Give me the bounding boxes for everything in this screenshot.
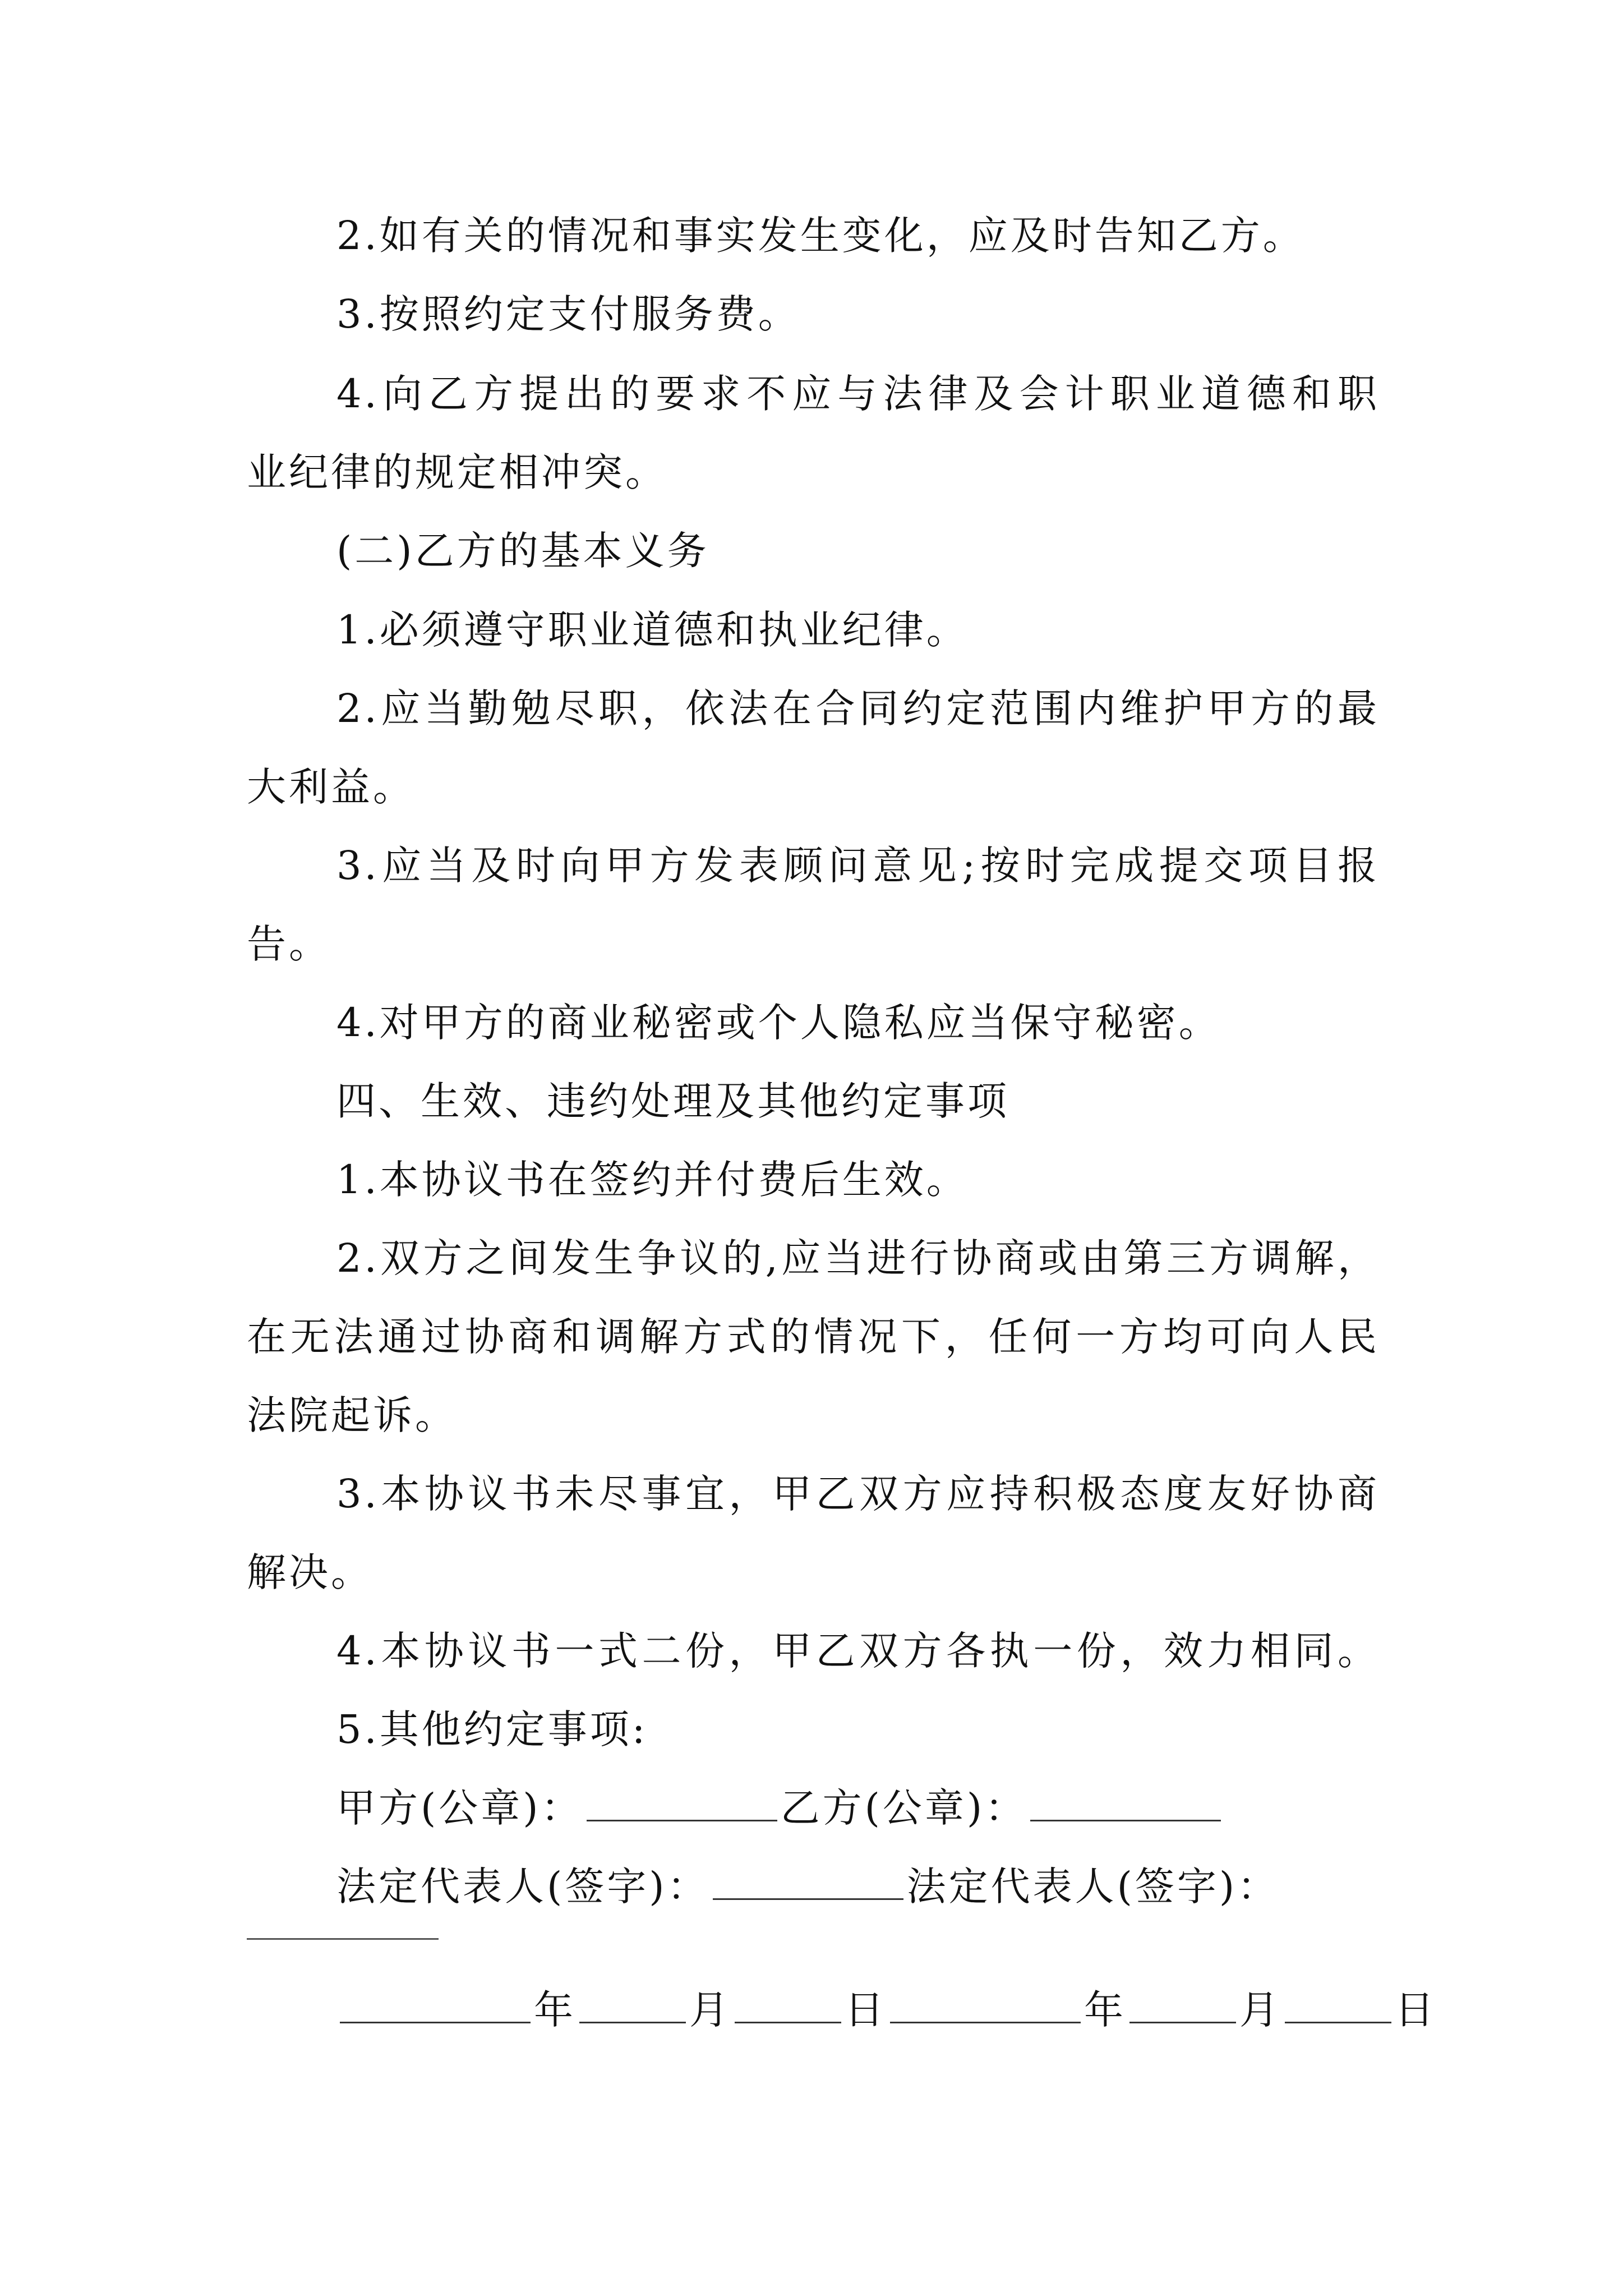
party-b-obligation-2-line-2: 大利益。 — [247, 764, 415, 810]
rep-a-signature-blank[interactable] — [713, 1865, 903, 1900]
party-a-obligation-2: 2.如有关的情况和事实发生变化，应及时告知乙方。 — [336, 213, 1305, 259]
party-a-obligation-4-line-1: 4.向乙方提出的要求不应与法律及会计职业道德和职 — [336, 371, 1380, 417]
date-a-month-label: 月 — [689, 1987, 731, 2033]
party-b-obligation-3-line-2: 告。 — [247, 921, 331, 967]
section-4-item-2-line-3: 法院起诉。 — [247, 1392, 457, 1438]
date-row — [336, 1982, 1437, 2038]
section-4-item-3-line-1: 3.本协议书未尽事宜，甲乙双方应持积极态度友好协商 — [336, 1471, 1380, 1517]
date-b-year-label: 年 — [1084, 1987, 1126, 2033]
party-b-obligation-1: 1.必须遵守职业道德和执业纪律。 — [336, 607, 969, 653]
date-a-year-blank[interactable] — [340, 1988, 531, 2023]
section-4-item-2-line-2: 在无法通过协商和调解方式的情况下，任何一方均可向人民 — [247, 1314, 1380, 1360]
section-4-item-1: 1.本协议书在签约并付费后生效。 — [336, 1157, 969, 1203]
party-b-obligation-3-line-1: 3.应当及时向甲方发表顾问意见;按时完成提交项目报 — [336, 843, 1380, 889]
date-b-month-blank[interactable] — [1129, 1988, 1236, 2023]
rep-b-label: 法定代表人(签字)： — [906, 1864, 1280, 1910]
party-b-seal-blank[interactable] — [1030, 1786, 1221, 1821]
representative-signature-row — [336, 1858, 1380, 1915]
section-4-item-3-line-2: 解决。 — [247, 1549, 373, 1595]
party-a-obligation-3: 3.按照约定支付服务费。 — [336, 291, 800, 337]
section-4-heading: 四、生效、违约处理及其他约定事项 — [336, 1078, 1009, 1124]
party-a-seal-label: 甲方(公章)： — [336, 1785, 583, 1831]
party-a-obligation-4-line-2: 业纪律的规定相冲突。 — [247, 449, 667, 495]
date-a-year-label: 年 — [534, 1987, 576, 2033]
seal-signature-row — [336, 1780, 1380, 1836]
section-4-item-4: 4.本协议书一式二份，甲乙双方各执一份，效力相同。 — [336, 1628, 1380, 1674]
section-4-item-2-line-1: 2.双方之间发生争议的,应当进行协商或由第三方调解， — [336, 1235, 1380, 1281]
party-b-seal-label: 乙方(公章)： — [780, 1785, 1027, 1831]
date-b-day-label: 日 — [1395, 1987, 1437, 2033]
party-b-obligations-heading: (二)乙方的基本义务 — [336, 528, 709, 574]
section-4-item-5: 5.其他约定事项: — [336, 1706, 648, 1752]
date-a-day-blank[interactable] — [735, 1988, 841, 2023]
date-a-day-label: 日 — [845, 1987, 887, 2033]
rep-b-signature-blank[interactable] — [247, 1938, 439, 1940]
date-a-month-blank[interactable] — [579, 1988, 686, 2023]
party-b-obligation-2-line-1: 2.应当勤勉尽职，依法在合同约定范围内维护甲方的最 — [336, 685, 1380, 731]
date-b-day-blank[interactable] — [1285, 1988, 1391, 2023]
date-b-year-blank[interactable] — [890, 1988, 1081, 2023]
date-b-month-label: 月 — [1239, 1987, 1281, 2033]
rep-a-label: 法定代表人(签字)： — [336, 1864, 709, 1910]
party-a-seal-blank[interactable] — [587, 1786, 777, 1821]
party-b-obligation-4: 4.对甲方的商业秘密或个人隐私应当保守秘密。 — [336, 1000, 1221, 1046]
